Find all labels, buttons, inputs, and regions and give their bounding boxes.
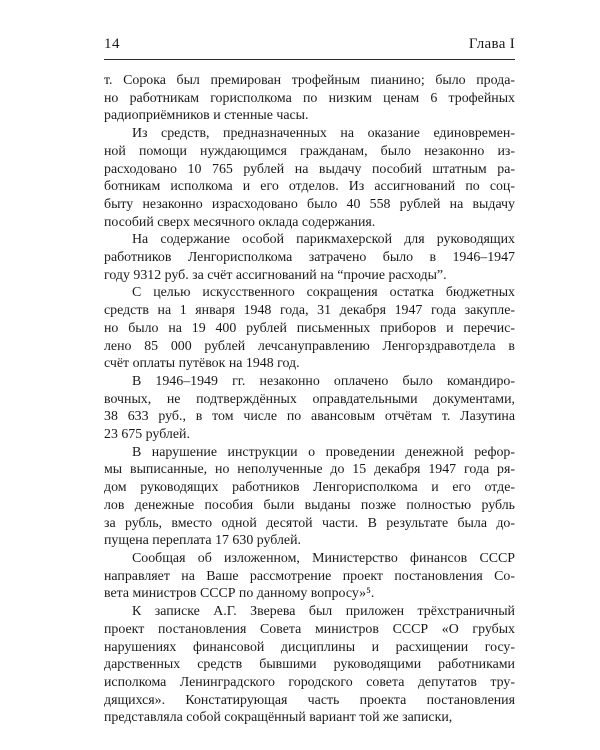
text-line: но было на 19 400 рублей письменных приборов и перечис- [104,320,515,336]
text-line: дом руководящих работников Ленгорисполкома и его отде- [104,480,515,496]
paragraph [104,231,515,284]
paragraph [104,72,515,125]
text-line: расходовано 10 765 рублей на выдачу пособий штатным ра- [104,161,515,177]
text-line: дящихся». Констатирующая часть проекта постановления [104,692,515,708]
text-line: лов денежные пособия были выданы позже полностью рубль [104,497,515,513]
text-line: дарственных средств бывшими руководящими работниками [104,657,515,673]
text-line: пособий сверх месячного оклада содержания. [104,214,376,230]
text-line: На содержание особой парикмахерской для руководящих [132,232,515,248]
text-line: году 9312 руб. за счёт ассигнований на “прочие расходы”. [104,267,447,283]
paragraph [104,373,515,444]
text-line: вета министров СССР по данному вопросу»⁵. [104,586,375,602]
paragraph [104,550,515,603]
text-line: В нарушение инструкции о проведении денежной рефор- [132,444,515,460]
paragraph [104,444,515,550]
chapter-title: Глава I [468,36,515,52]
text-line: радиоприёмников и стенные часы. [104,108,309,124]
text-line: 38 633 руб., в том числе по авансовым отчётам т. Лазутина [104,409,515,425]
text-line: лено 85 000 рублей лечсанупрaвлению Ленгорздравотдела в [104,338,515,354]
text-line: исполкома Ленинградского городского совета депутатов тру- [104,674,515,690]
text-line: мы выписанные, но неполученные до 15 декабря 1947 года ря- [104,462,515,478]
text-line: пущена переплата 17 630 рублей. [104,533,301,549]
running-header [104,36,515,58]
text-line: за рубль, вместо одной десятой части. В результате была до- [104,515,515,531]
text-line: нарушениях финансовой дисциплины и расхищении госу- [104,639,515,655]
paragraph [104,284,515,373]
text-line: Из средств, предназначенных на оказание единовремен- [132,126,515,142]
text-line: представляла собой сокращённый вариант той же записки, [104,710,453,726]
text-line: счёт оплаты путёвок на 1948 год. [104,356,300,372]
text-line: средств на 1 января 1948 года, 31 декабря 1947 года закупле- [104,303,515,319]
text-line: т. Сорока был премирован трофейным пианино; было прода- [104,73,515,88]
text-line: С целью искусственного сокращения остатка бюджетных [132,285,515,301]
text-line: направляет на Ваше рассмотрение проект постановления Со- [104,568,515,584]
text-line: 23 675 рублей. [104,427,190,443]
paragraph [104,125,515,231]
text-line: но работникам горисполкома по низким ценам 6 трофейных [104,90,515,106]
text-line: быту незаконно израсходовано было 40 558 рублей на выдачу [104,196,515,212]
text-line: Сообщая об изложенном, Министерство финансов СССР [132,550,515,566]
text-line: вочных, не подтверждённых оправдательными документами, [104,391,515,407]
text-line: ной помощи нуждающимся гражданам, было незаконно из- [104,143,515,159]
text-line: В 1946–1949 гг. незаконно оплачено было командиро- [132,373,515,389]
text-line: ботникам исполкома и его отделов. Из ассигнований по соц- [104,179,515,195]
text-line: К записке А.Г. Зверева был приложен трёхстраничный [132,604,515,620]
body-text [104,72,515,727]
text-line: работников Ленгорисполкома затрачено было в 1946–1947 [104,250,515,266]
text-line: проект постановления Совета министров СССР «О грубых [104,621,515,637]
paragraph [104,603,515,727]
header-rule [104,59,515,60]
page-number: 14 [104,36,120,52]
